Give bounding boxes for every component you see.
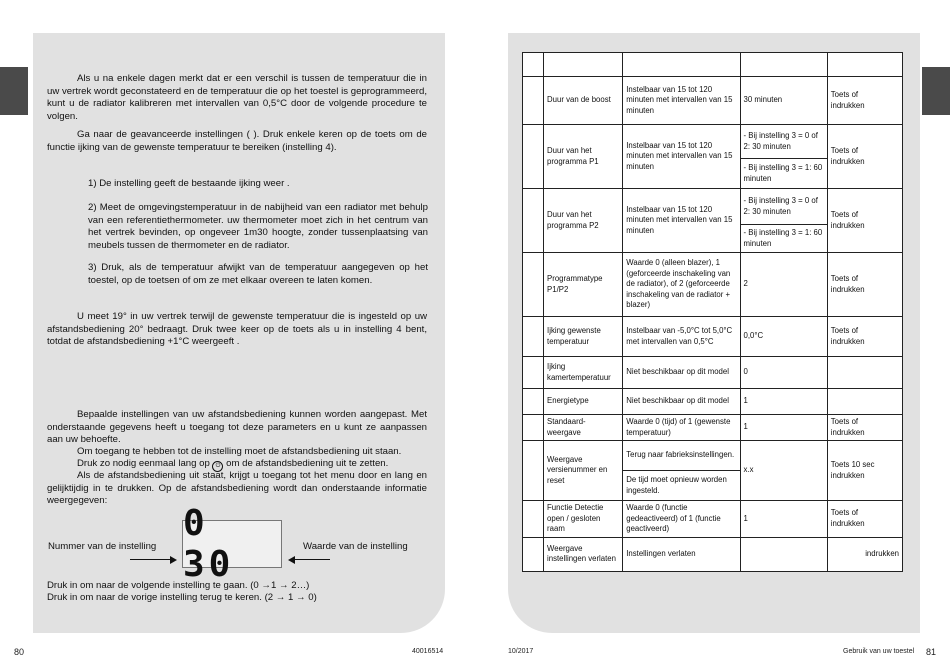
setting-action: Toets of indrukken (827, 125, 902, 189)
page-number-right: 81 (926, 647, 937, 657)
setting-action: Toets of indrukken (827, 253, 902, 317)
table-row (523, 317, 903, 357)
table-row (523, 189, 903, 225)
setting-name: Programmatype P1/P2 (544, 253, 623, 317)
power-off-text-pre: Druk zo nodig eenmaal lang op (77, 458, 210, 469)
power-off-text-post: om de afstandsbediening uit te zetten. (226, 458, 389, 469)
table-row-header (523, 53, 903, 77)
left-edge-tab (0, 67, 28, 115)
arrow-to-value (290, 559, 330, 560)
setting-value: 1 (740, 389, 827, 415)
table-row (523, 501, 903, 538)
step-2 (88, 202, 428, 252)
table-row (523, 537, 903, 571)
paragraph-calibration-intro: Als u na enkele dagen merkt dat er een verschil is tussen de temperatuur die in uw vertrek wordt geconstateerd en de temperatuur die op het toestel is geprogrammeerd, kunt u de radiator kalibreren met intervallen van 0,5°C door de volgende procedure te volgen. (47, 73, 427, 122)
setting-description: Waarde 0 (tijd) of 1 (gewenste temperatuur) (623, 415, 740, 441)
page-number-left: 80 (14, 647, 25, 657)
setting-value: - Bij instelling 3 = 0 of 2: 30 minuten (740, 189, 827, 225)
setting-name: Ijking kamertemperatuur (544, 357, 623, 389)
table-row (523, 125, 903, 159)
paragraph-example: U meet 19° in uw vertrek terwijl de gewenste temperatuur die is ingesteld op uw afstandsbediening 20° bedraagt. Druk twee keer op de toets als u in instelling 4 bent, totdat de afstandsbediening +1°C weergeeft . (47, 311, 427, 347)
setting-value: 30 minuten (740, 77, 827, 125)
document-date: 10/2017 (508, 648, 534, 655)
setting-action: Toets of indrukken (827, 415, 902, 441)
setting-value: 0 (740, 357, 827, 389)
setting-action (827, 357, 902, 389)
setting-name: Duur van het programma P1 (544, 125, 623, 189)
setting-value: - Bij instelling 3 = 1: 60 minuten (740, 225, 827, 253)
setting-description: Instellingen verlaten (623, 537, 740, 571)
setting-action: Toets of indrukken (827, 77, 902, 125)
instruction-previous: Druk in om naar de vorige instelling terug te keren. (2 → 1 → 0) (47, 592, 317, 603)
arrow-to-number (130, 559, 175, 560)
table-row (523, 253, 903, 317)
setting-value: 2 (740, 253, 827, 317)
setting-value: 0,0°C (740, 317, 827, 357)
table-row (523, 415, 903, 441)
setting-description: Niet beschikbaar op dit model (623, 357, 740, 389)
setting-name: Duur van het programma P2 (544, 189, 623, 253)
step-2-text: 2) Meet de omgevingstemperatuur in de nabijheid van een radiator met behulp van een referentiethermometer. uw thermometer moet zich in het centrum van het vertrek bevinden, op ongeveer 1m30 hoogte, zonder tussenplaatsing van meubels tussen de thermometer en de radiator. (88, 202, 428, 251)
setting-value: - Bij instelling 3 = 1: 60 minuten (740, 159, 827, 189)
table-row (523, 389, 903, 415)
setting-description: Waarde 0 (alleen blazer), 1 (geforceerde inschakeling van de radiator), of 2 (geforceerde inschakeling van de radiator + blazer) (623, 253, 740, 317)
setting-description: Terug naar fabrieksinstellingen. (623, 441, 740, 471)
setting-value: - Bij instelling 3 = 0 of 2: 30 minuten (740, 125, 827, 159)
right-edge-tab (922, 67, 950, 115)
instruction-next: Druk in om naar de volgende instelling te gaan. (0 →1 → 2…) (47, 580, 310, 591)
setting-description: Waarde 0 (functie gedeactiveerd) of 1 (functie geactiveerd) (623, 501, 740, 538)
setting-description: Instelbaar van 15 tot 120 minuten met intervallen van 15 minuten (623, 125, 740, 189)
setting-value (740, 537, 827, 571)
setting-name: Ijking gewenste temperatuur (544, 317, 623, 357)
setting-action: Toets of indrukken (827, 317, 902, 357)
setting-description: Instelbaar van 15 tot 120 minuten met intervallen van 15 minuten (623, 77, 740, 125)
paragraph-access: Om toegang te hebben tot de instelling moet de afstandsbediening uit staan. (77, 446, 402, 457)
setting-description: Niet beschikbaar op dit model (623, 389, 740, 415)
doc-code: 40016514 (412, 648, 444, 655)
setting-action (827, 389, 902, 415)
setting-name: Weergave instellingen verlaten (544, 537, 623, 571)
setting-action: Toets of indrukken (827, 189, 902, 253)
table-row (523, 357, 903, 389)
step-3: 3) Druk, als de temperatuur afwijkt van de temperatuur aangegeven op het toestel, op de toetsen of om ze met elkaar overeen te laten komen. (88, 262, 428, 286)
settings-table (522, 52, 903, 572)
setting-name: Energietype (544, 389, 623, 415)
power-icon: ⏻ (212, 461, 223, 472)
setting-action: Toets of indrukken (827, 501, 902, 538)
setting-name: Functie Detectie open / gesloten raam (544, 501, 623, 538)
setting-action: Toets 10 sec indrukken (827, 441, 902, 501)
setting-description: Instelbaar van 15 tot 120 minuten met intervallen van 15 minuten (623, 189, 740, 253)
table-row (523, 77, 903, 125)
setting-description: De tijd moet opnieuw worden ingesteld. (623, 471, 740, 501)
step-1: 1) De instelling geeft de bestaande ijking weer . (88, 178, 290, 189)
setting-value: x.x (740, 441, 827, 501)
setting-name: Weergave versienummer en reset (544, 441, 623, 501)
paragraph-menu-access: Als de afstandsbediening uit staat, krijgt u toegang tot het menu door en lang en gelijktijdig in te drukken. Op de afstandsbediening wordt dan onderstaande informatie weergegeven: (47, 470, 427, 506)
setting-value: 1 (740, 415, 827, 441)
setting-description: Instelbaar van -5,0°C tot 5,0°C met intervallen van 0,5°C (623, 317, 740, 357)
setting-name: Standaard-weergave (544, 415, 623, 441)
paragraph-advanced-settings: Ga naar de geavanceerde instellingen ( ). Druk enkele keren op de toets om de functie ijking van de gewenste temperatuur te bereiken (instelling 4). (47, 129, 427, 153)
setting-value: 1 (740, 501, 827, 538)
setting-action: indrukken (827, 537, 902, 571)
footer-title: Gebruik van uw toestel (843, 648, 915, 655)
lcd-display (182, 503, 282, 585)
lcd-display-value: 0 30 (183, 503, 235, 585)
label-setting-value: Waarde van de instelling (303, 541, 408, 552)
table-row (523, 441, 903, 471)
label-setting-number: Nummer van de instelling (48, 541, 157, 552)
paragraph-settings-intro: Bepaalde instellingen van uw afstandsbediening kunnen worden aangepast. Met onderstaande gegevens heeft u toegang tot deze parameters en u kunt ze aanpassen aan uw behoefte. (47, 409, 427, 445)
setting-name: Duur van de boost (544, 77, 623, 125)
